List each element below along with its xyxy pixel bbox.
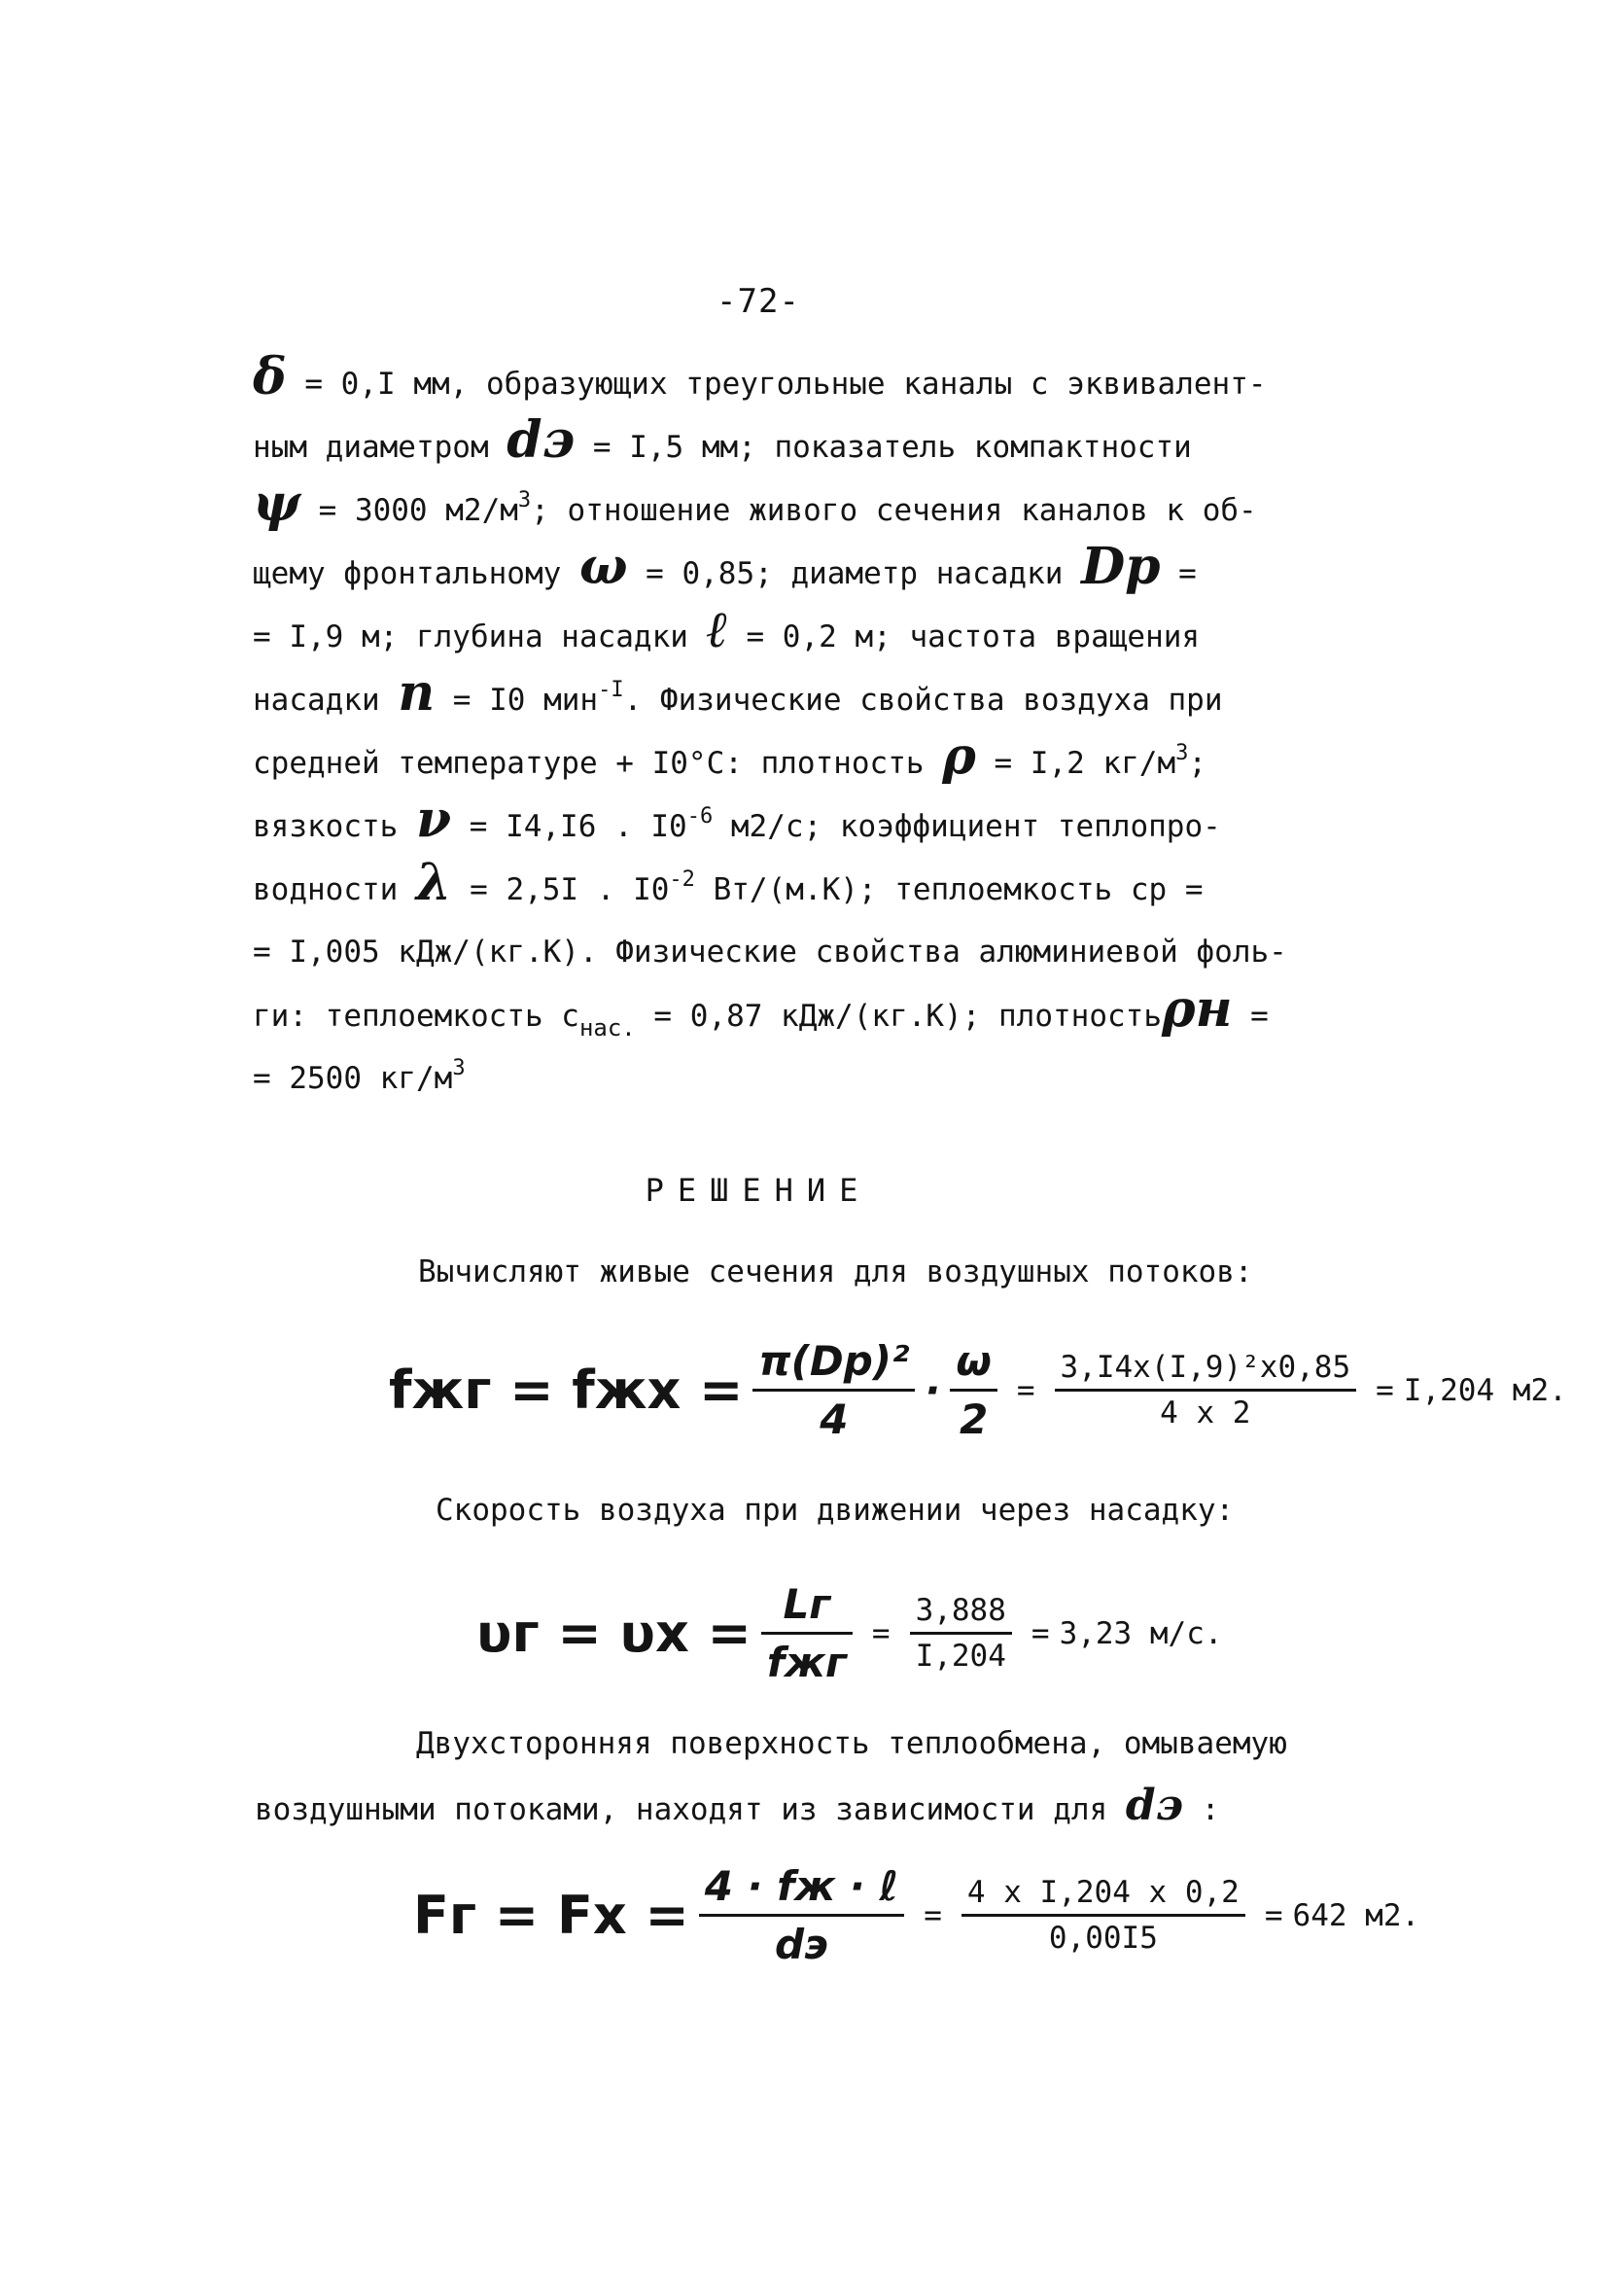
math-symbol: ν: [415, 790, 452, 849]
text-segment: = I0 мин: [435, 683, 599, 718]
fraction-numerator: 4 x I,204 x 0,2: [966, 1875, 1240, 1910]
text-segment: = I4,I6 . I0: [451, 809, 687, 844]
text-line: [253, 663, 1371, 731]
fraction-denominator: fжг: [766, 1639, 847, 1686]
text-segment: щему фронтальному: [253, 556, 579, 591]
text-segment: =: [1232, 999, 1269, 1034]
fraction-numerator: 3,I4x(I,9)²x0,85: [1060, 1350, 1351, 1385]
fraction-denominator: 0,00I5: [1048, 1921, 1158, 1956]
text-segment: . Физические свойства воздуха при: [623, 683, 1223, 718]
text-segment: Вт/(м.К); теплоемкость ср =: [694, 872, 1204, 907]
fraction: [950, 1337, 997, 1443]
equals-sign: =: [1376, 1372, 1394, 1408]
text-line: [253, 979, 1371, 1047]
equals-sign: =: [1031, 1615, 1050, 1651]
text-segment: водности: [253, 872, 416, 907]
text-line: [253, 537, 1371, 605]
text-segment: = 0,87 кДж/(кг.К); плотность: [635, 999, 1162, 1034]
text-segment: = 2,5I . I0: [451, 872, 670, 907]
math-symbol: δ: [253, 347, 287, 406]
formula-live-section: [389, 1337, 1567, 1443]
formula-heat-surface: [413, 1862, 1419, 1968]
formula-result: I,204 м2.: [1403, 1372, 1567, 1408]
fraction: [761, 1580, 853, 1686]
text-segment: = 2500 кг/м: [253, 1061, 453, 1096]
paragraph-live-sections: Вычисляют живые сечения для воздушных потоков:: [418, 1254, 1253, 1289]
math-symbol: n: [398, 663, 436, 723]
text-segment: вязкость: [253, 809, 416, 844]
equals-sign: =: [1016, 1372, 1035, 1408]
fraction-denominator: 2: [959, 1395, 989, 1443]
subscript: нас.: [578, 1014, 636, 1042]
text-segment: ;: [1188, 746, 1207, 781]
paragraph-air-velocity: Скорость воздуха при движении через насадку:: [436, 1493, 1235, 1528]
text-segment: = I,5 мм; показатель компактности: [575, 430, 1192, 465]
text-line: [253, 726, 1371, 795]
problem-data-text: [253, 347, 1371, 1111]
formula-air-velocity: [476, 1580, 1223, 1686]
superscript: 3: [1175, 741, 1189, 765]
paragraph-heat-surface-cont: [255, 1781, 1220, 1830]
page-number: -72-: [717, 282, 800, 321]
text-segment: = 0,I мм, образующих треугольные каналы с эквивалент-: [286, 367, 1267, 402]
fraction-numerator: π(Dр)²: [758, 1337, 910, 1385]
text-segment: = 0,2 м; частота вращения: [727, 619, 1201, 654]
fraction-denominator: 4 x 2: [1160, 1395, 1251, 1431]
equals-sign: =: [1264, 1897, 1283, 1933]
text-segment: = 0,85; диаметр насадки: [627, 556, 1082, 591]
paragraph-colon: :: [1201, 1792, 1220, 1827]
text-segment: ги: теплоемкость с: [253, 999, 579, 1034]
text-segment: насадки: [253, 683, 399, 718]
math-symbol: Dр: [1081, 537, 1161, 596]
text-line: [253, 853, 1371, 921]
text-line: [253, 410, 1371, 478]
text-segment: средней температуре + I0°С: плотность: [253, 746, 943, 781]
superscript: 3: [452, 1056, 466, 1080]
section-heading-solution: РЕШЕНИЕ: [645, 1172, 872, 1209]
formula-lhs: fжг = fжх =: [389, 1360, 744, 1421]
paragraph-text: воздушными потоками, находят из зависимости для: [255, 1792, 1108, 1827]
text-segment: м2/с; коэффициент теплопро-: [713, 809, 1221, 844]
math-symbol: ρ: [942, 726, 976, 786]
fraction: [699, 1862, 905, 1968]
paragraph-heat-surface: Двухсторонняя поверхность теплообмена, омываемую: [416, 1726, 1287, 1761]
text-segment: = I,9 м; глубина насадки: [253, 619, 707, 654]
superscript: -2: [669, 867, 695, 892]
fraction: [910, 1593, 1012, 1674]
fraction-numerator: Lг: [783, 1580, 831, 1628]
fraction-numerator: ω: [956, 1337, 992, 1385]
formula-lhs: Fг = Fх =: [413, 1885, 689, 1946]
fraction-denominator: dэ: [774, 1921, 828, 1968]
text-line: [253, 1047, 1371, 1111]
formula-lhs: υг = υх =: [476, 1603, 752, 1664]
text-segment: =: [1160, 556, 1197, 591]
superscript: 3: [517, 488, 532, 512]
fraction-numerator: 4 · fж · ℓ: [704, 1862, 899, 1910]
text-line: [253, 921, 1371, 984]
math-symbol: ρн: [1162, 979, 1233, 1039]
fraction-numerator: 3,888: [915, 1593, 1006, 1628]
math-symbol: λ: [415, 853, 452, 912]
text-line: [253, 600, 1371, 668]
formula-result: 642 м2.: [1292, 1897, 1420, 1933]
math-symbol: dэ: [507, 410, 576, 470]
math-symbol: ψ: [253, 474, 300, 533]
fraction: [961, 1875, 1245, 1956]
math-symbol: ω: [578, 537, 628, 596]
fraction: [752, 1337, 915, 1443]
formula-result: 3,23 м/с.: [1059, 1615, 1223, 1651]
equals-sign: =: [924, 1897, 942, 1933]
text-segment: = I,005 кДж/(кг.К). Физические свойства алюминиевой фоль-: [253, 935, 1287, 970]
fraction-denominator: I,204: [915, 1639, 1006, 1674]
text-line: [253, 790, 1371, 858]
equivalent-diameter-symbol: dэ: [1125, 1781, 1184, 1830]
superscript: -6: [686, 804, 714, 829]
math-symbol: ℓ: [706, 600, 728, 659]
fraction: [1055, 1350, 1357, 1431]
text-line: [253, 347, 1371, 415]
equals-sign: =: [871, 1615, 891, 1651]
text-line: [253, 474, 1371, 542]
fraction-denominator: 4: [820, 1395, 849, 1443]
text-segment: = I,2 кг/м: [975, 746, 1176, 781]
multiply-dot: ·: [925, 1366, 941, 1414]
superscript: -I: [598, 678, 624, 702]
text-segment: ным диаметром: [253, 430, 507, 465]
text-segment: ; отношение живого сечения каналов к об-: [531, 493, 1257, 528]
text-segment: = 3000 м2/м: [299, 493, 518, 528]
